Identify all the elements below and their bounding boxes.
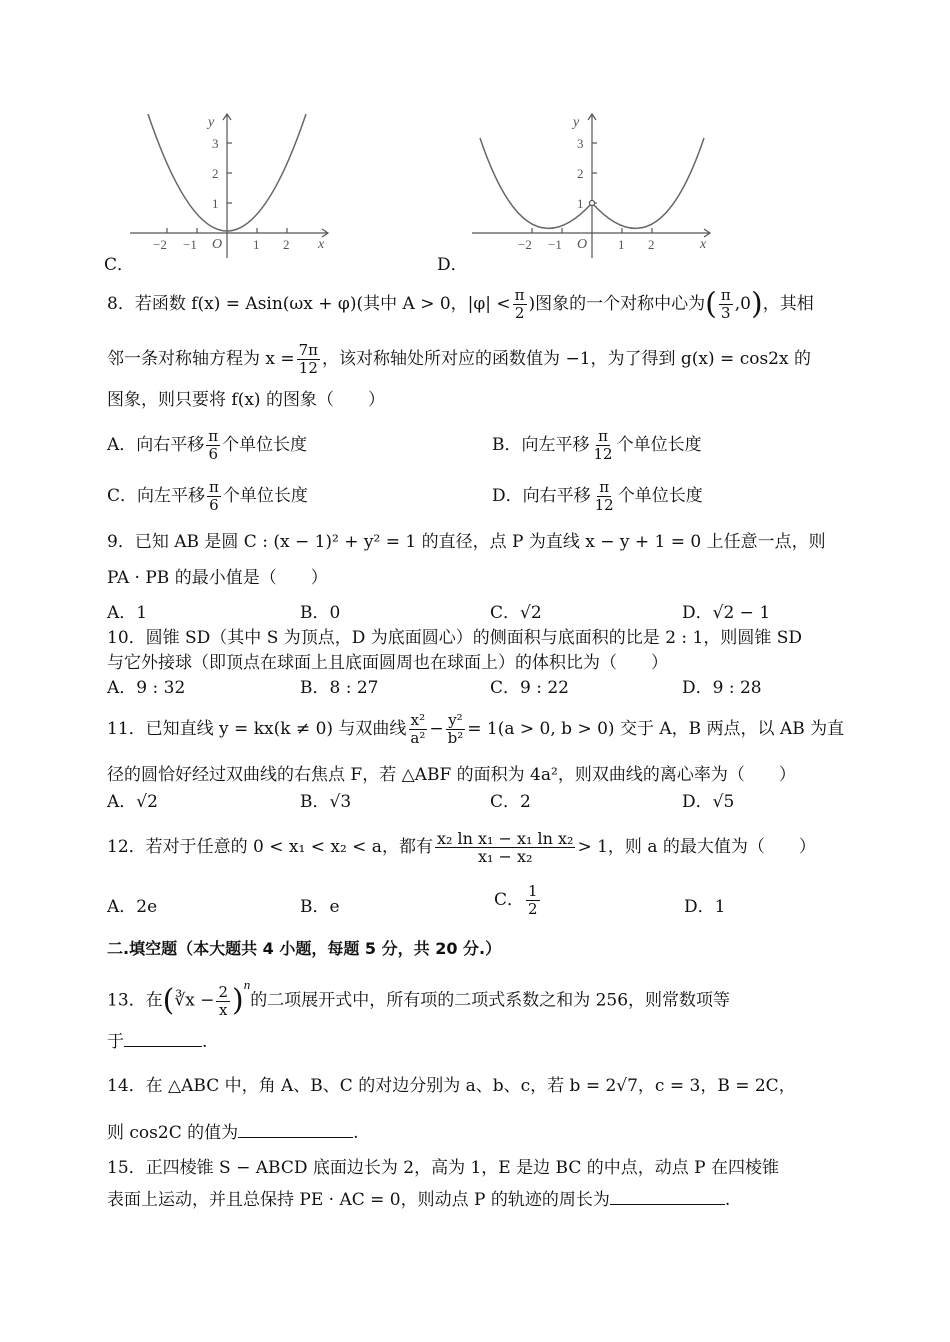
q11-frac-x: $\frac{\text{x²}}{\text{a²}}$ [410, 711, 426, 747]
q8-frac-axis: $\frac{7\pi}{12}$ [298, 341, 319, 377]
graph-d-ytick-1: 1 [577, 196, 584, 211]
q10-line-2: 与它外接球（即顶点在球面上且底面圆周也在球面上）的体积比为（ ） [107, 653, 668, 673]
q11-option-c[interactable]: C．2 [490, 792, 531, 812]
graph-d-label: D． [437, 255, 468, 275]
q8-option-d[interactable]: D．向右平移 $\frac{\pi}{12}$ 个单位长度 [492, 478, 703, 514]
graph-c-xtick-2: 2 [283, 237, 290, 252]
q14-line-2: 则 cos2C 的值为 . [107, 1123, 359, 1143]
q9-option-c[interactable]: C．√2 [490, 603, 542, 623]
graph-c-y-label: y [208, 115, 215, 130]
q11-option-a[interactable]: A．√2 [107, 792, 158, 812]
q12-line-1: 12．若对于任意的 0 < x₁ < x₂ < a，都有 $\frac{\text{x₂ ln x₁ − x₁ ln x₂}}{\text{x₁ − x₂}}$ > 1，则 a 的最大值为（ ） [107, 829, 816, 866]
q11-line-1: 11．已知直线 y = kx(k ≠ 0) 与双曲线 $\frac{\text{x²}}{\text{a²}}$ − $\frac{\text{y²}}{\text{b²}}$ = 1(a > 0, b > 0) 交于 A，B 两点，以 AB 为直 [107, 711, 845, 747]
q13-line-2: 于 . [107, 1032, 208, 1052]
graph-d-cusp-point [590, 201, 595, 206]
q9-option-b[interactable]: B．0 [300, 603, 341, 623]
q11-option-d[interactable]: D．√5 [682, 792, 735, 812]
graph-c-ytick-2: 2 [212, 166, 219, 181]
graph-d-curve-right [592, 138, 704, 228]
graph-c-label: C． [104, 255, 135, 275]
q15-line-1: 15．正四棱锥 S − ABCD 底面边长为 2，高为 1，E 是边 BC 的中点，动点 P 在四棱锥 [107, 1158, 779, 1178]
q11-line-2: 径的圆恰好经过双曲线的右焦点 F，若 △ABF 的面积为 4a²，则双曲线的离心率为（ ） [107, 765, 796, 785]
q12-option-d[interactable]: D．1 [684, 897, 726, 917]
q10-option-b[interactable]: B．8 : 27 [300, 678, 379, 698]
graph-d [462, 108, 722, 263]
graph-c [120, 108, 340, 263]
graph-c-xtick-m2: −2 [153, 237, 167, 252]
q8-option-c[interactable]: C．向左平移 $\frac{\pi}{6}$ 个单位长度 [107, 478, 308, 514]
graph-c-xtick-m1: −1 [183, 237, 197, 252]
q12-option-b[interactable]: B．e [300, 897, 340, 917]
graph-d-xtick-1: 1 [618, 237, 625, 252]
q9-line-1: 9．已知 AB 是圆 C : (x − 1)² + y² = 1 的直径，点 P 为直线 x − y + 1 = 0 上任意一点，则 [107, 532, 826, 552]
q10-line-1: 10．圆锥 SD（其中 S 为顶点，D 为底面圆心）的侧面积与底面积的比是 2 : 1，则圆锥 SD [107, 628, 803, 648]
q8-line-1: 8．若函数 f(x) = Asin(ωx + φ)(其中 A > 0，|φ| < $\frac{\pi}{2}$ )图象的一个对称中心为( $\frac{\pi}{3}$ ,0)，其相 [107, 286, 814, 322]
q15-line-2: 表面上运动，并且总保持 PE · AC = 0，则动点 P 的轨迹的周长为 . [107, 1190, 731, 1210]
q8-option-b[interactable]: B．向左平移 $\frac{\pi}{12}$ 个单位长度 [492, 427, 702, 463]
section-2-title: 二.填空题（本大题共 4 小题，每题 5 分，共 20 分.） [107, 939, 502, 958]
q8-line-2: 邻一条对称轴方程为 x = $\frac{7\pi}{12}$ ，该对称轴处所对应的函数值为 −1，为了得到 g(x) = cos2x 的 [107, 341, 811, 377]
q10-option-d[interactable]: D．9 : 28 [682, 678, 762, 698]
q11-frac-y: $\frac{\text{y²}}{\text{b²}}$ [447, 711, 464, 747]
graph-c-ytick-3: 3 [212, 136, 219, 151]
q9-line-2: PA · PB 的最小值是（ ） [107, 568, 328, 588]
q15-answer-blank[interactable] [610, 1188, 725, 1205]
graph-d-origin: O [577, 237, 588, 252]
graph-d-xtick-m2: −2 [518, 237, 532, 252]
q12-option-a[interactable]: A．2e [107, 897, 158, 917]
graph-d-ytick-3: 3 [577, 136, 584, 151]
graph-d-xtick-m1: −1 [548, 237, 562, 252]
q8-option-a[interactable]: A．向右平移 $\frac{\pi}{6}$ 个单位长度 [107, 427, 308, 463]
q14-answer-blank[interactable] [238, 1121, 353, 1138]
graph-d-x-label: x [700, 237, 707, 252]
q11-option-b[interactable]: B．√3 [300, 792, 352, 812]
graph-c-xtick-1: 1 [253, 237, 260, 252]
q13-line-1: 13．在(∛x − $\frac{2}{x}$ )$^n$的二项展开式中，所有项的二项式系数之和为 256，则常数项等 [107, 977, 731, 1019]
q13-frac: $\frac{2}{x}$ [218, 982, 228, 1019]
graph-c-x-label: x [318, 237, 325, 252]
q12-frac: $\frac{\text{x₂ ln x₁ − x₁ ln x₂}}{\text{x₁ − x₂}}$ [436, 829, 574, 866]
q14-line-1: 14．在 △ABC 中，角 A、B、C 的对边分别为 a、b、c，若 b = 2√7，c = 3，B = 2C， [107, 1076, 796, 1096]
graph-d-curve-left [480, 138, 592, 228]
graph-d-y-label: y [573, 115, 580, 130]
graph-d-xtick-2: 2 [648, 237, 655, 252]
q8-frac-phi: $\frac{\pi}{2}$ [514, 286, 525, 322]
q8-frac-center: $\frac{\pi}{3}$ [720, 286, 731, 322]
q10-option-a[interactable]: A．9 : 32 [107, 678, 186, 698]
graph-c-ytick-1: 1 [212, 196, 219, 211]
q10-option-c[interactable]: C．9 : 22 [490, 678, 569, 698]
q8-line-3: 图象，则只要将 f(x) 的图象（ ） [107, 390, 385, 410]
q13-answer-blank[interactable] [124, 1030, 202, 1047]
q12-option-c[interactable]: C． $\frac{1}{2}$ [494, 882, 538, 918]
graph-d-ytick-2: 2 [577, 166, 584, 181]
q9-option-d[interactable]: D．√2 − 1 [682, 603, 771, 623]
graph-c-origin: O [212, 237, 223, 252]
q9-option-a[interactable]: A．1 [107, 603, 148, 623]
